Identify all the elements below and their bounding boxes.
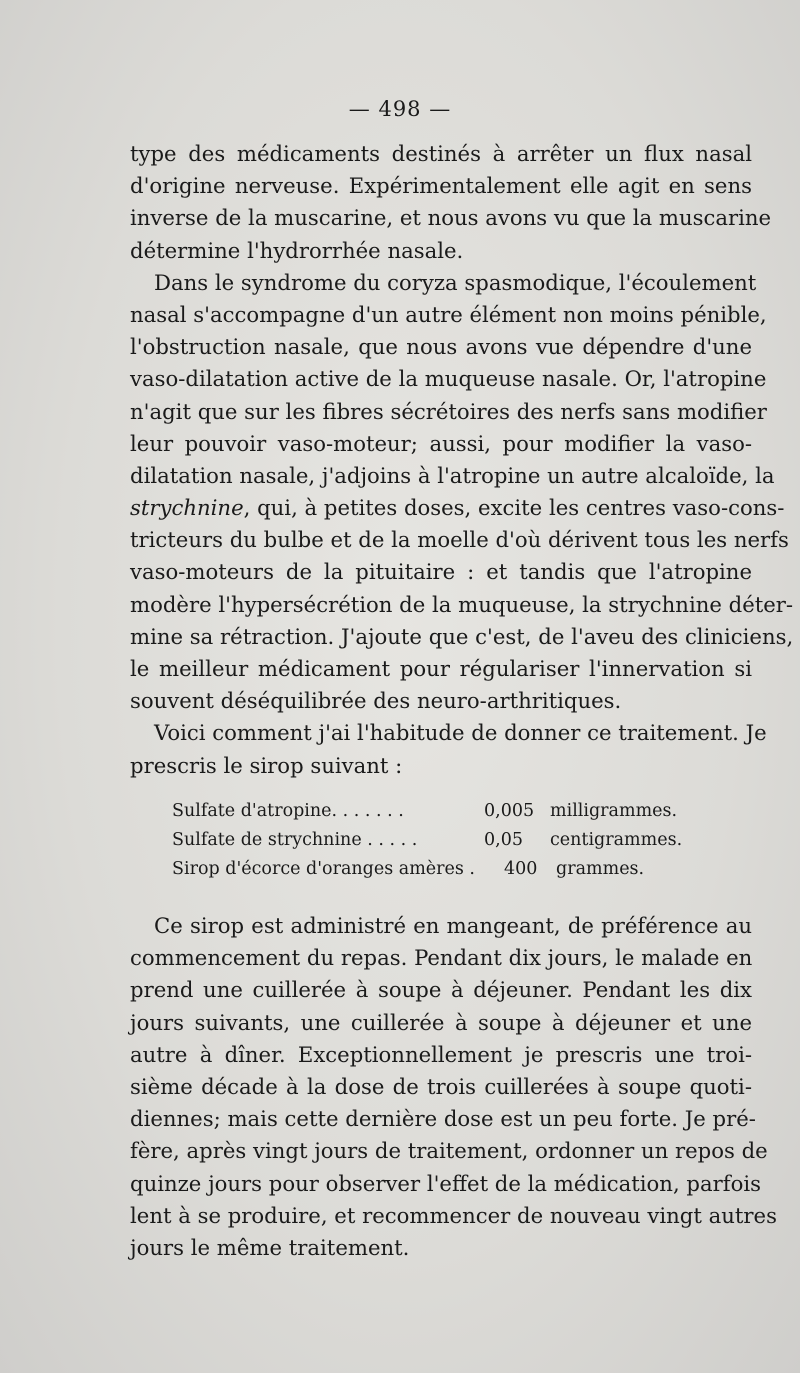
text-line: mine sa rétraction. J'ajoute que c'est, de l'aveu des cliniciens, bbox=[130, 623, 794, 649]
text-line: n'agit que sur les fibres sécrétoires des nerfs sans modifier bbox=[130, 398, 767, 424]
text-line: commencement du repas. Pendant dix jours, le malade en bbox=[130, 945, 753, 971]
text-line: tricteurs du bulbe et de la moelle d'où dérivent tous les nerfs bbox=[130, 527, 789, 553]
paragraph bbox=[130, 138, 772, 267]
text-line: l'obstruction nasale, que nous avons vue dépendre d'une bbox=[130, 334, 752, 360]
text-line: dilatation nasale, j'adjoins à l'atropine un autre alcaloïde, la bbox=[130, 462, 775, 488]
text-line: le meilleur médicament pour régulariser l'innervation si bbox=[130, 656, 752, 681]
ingredient-unit: milligrammes. bbox=[550, 801, 678, 821]
ingredient-quantity: 0,05 bbox=[484, 830, 523, 850]
text-line: jours le même traitement. bbox=[130, 1234, 410, 1260]
prescription-item bbox=[172, 797, 756, 826]
page-number: — 498 — bbox=[348, 97, 452, 121]
text-line: Ce sirop est administré en mangeant, de préférence au bbox=[154, 913, 752, 938]
text-line: type des médicaments destinés à arrêter un flux nasal bbox=[130, 141, 752, 166]
text-line: vaso-moteurs de la pituitaire : et tandis que l'atropine bbox=[130, 559, 752, 585]
text-line: diennes; mais cette dernière dose est un peu forte. Je pré- bbox=[130, 1106, 756, 1132]
text-line-strychnine: strychnine, qui, à petites doses, excite les centres vaso-cons- bbox=[130, 495, 785, 521]
prescription-list bbox=[172, 797, 756, 884]
ingredient-quantity: 400 bbox=[504, 859, 538, 879]
ingredient-unit: grammes. bbox=[556, 859, 645, 879]
text-line: lent à se produire, et recommencer de nouveau vingt autres bbox=[130, 1202, 777, 1228]
paragraph bbox=[130, 717, 767, 781]
text-line: inverse de la muscarine, et nous avons vu que la muscarine bbox=[130, 205, 772, 231]
ingredient-unit: centigrammes. bbox=[550, 830, 683, 850]
ingredient-name: Sulfate de strychnine . . . . . bbox=[172, 830, 418, 850]
emphasized-word: strychnine bbox=[130, 495, 244, 521]
paragraph bbox=[130, 910, 777, 1264]
prescription-item bbox=[172, 826, 756, 855]
text-block-bottom bbox=[130, 910, 777, 1264]
text-line: quinze jours pour observer l'effet de la médication, parfois bbox=[130, 1170, 761, 1196]
text-line: fère, après vingt jours de traitement, ordonner un repos de bbox=[130, 1138, 768, 1164]
text-line: prescris le sirop suivant : bbox=[130, 752, 403, 778]
text-line: Voici comment j'ai l'habitude de donner ce traitement. Je bbox=[154, 720, 767, 746]
text-line: détermine l'hydrorrhée nasale. bbox=[130, 237, 464, 263]
text-line: modère l'hypersécrétion de la muqueuse, la strychnine déter- bbox=[130, 591, 794, 617]
text-line: vaso-dilatation active de la muqueuse nasale. Or, l'atropine bbox=[130, 366, 767, 392]
text-block-top bbox=[130, 138, 794, 782]
prescription-item bbox=[172, 855, 756, 884]
text-line: nasal s'accompagne d'un autre élément non moins pénible, bbox=[130, 301, 767, 327]
ingredient-name: Sirop d'écorce d'oranges amères . bbox=[172, 859, 475, 879]
paragraph bbox=[130, 267, 794, 718]
text-line: d'origine nerveuse. Expérimentalement elle agit en sens bbox=[130, 173, 752, 199]
text-line: sième décade à la dose de trois cuillerées à soupe quoti- bbox=[130, 1073, 752, 1099]
text-line: prend une cuillerée à soupe à déjeuner. Pendant les dix bbox=[130, 977, 752, 1003]
text-line: autre à dîner. Exceptionnellement je prescris une troi- bbox=[130, 1041, 752, 1067]
ingredient-name: Sulfate d'atropine. . . . . . . bbox=[172, 801, 404, 821]
text-line: Dans le syndrome du coryza spasmodique, l'écoulement bbox=[154, 269, 757, 295]
text-line: souvent déséquilibrée des neuro-arthritiques. bbox=[130, 688, 622, 714]
text-line: leur pouvoir vaso-moteur; aussi, pour modifier la vaso- bbox=[130, 430, 752, 456]
text-line: jours suivants, une cuillerée à soupe à déjeuner et une bbox=[130, 1009, 752, 1035]
ingredient-quantity: 0,005 bbox=[484, 801, 535, 821]
